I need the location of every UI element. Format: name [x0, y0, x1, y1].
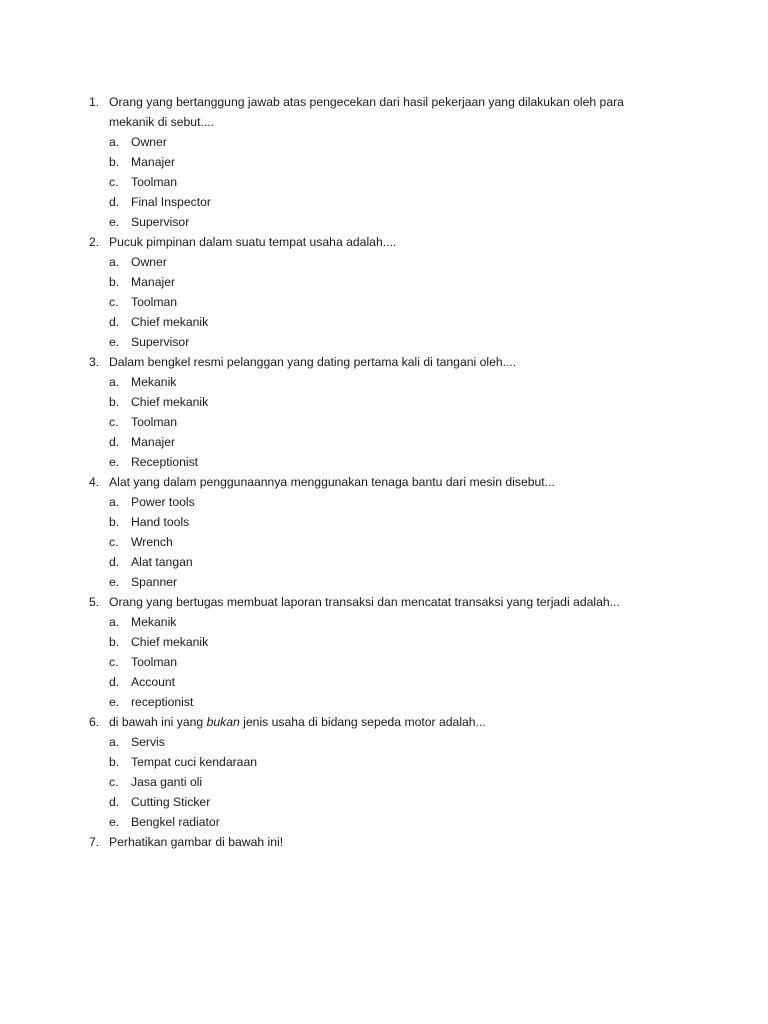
option-letter: c.	[109, 775, 119, 789]
option-text: Chief mekanik	[131, 635, 209, 649]
option-6b	[89, 752, 689, 772]
option-letter: c.	[109, 535, 119, 549]
option-letter: a.	[109, 135, 120, 149]
question-number: 3.	[89, 355, 100, 369]
option-letter: d.	[109, 555, 120, 569]
option-text: Manajer	[131, 275, 176, 289]
question-2	[89, 232, 689, 252]
question-number: 7.	[89, 835, 100, 849]
question-text-emphasis: bukan	[206, 715, 240, 729]
option-text: Supervisor	[131, 335, 190, 349]
question-text: Orang yang bertanggung jawab atas pengecekan dari hasil pekerjaan yang dilakukan oleh para	[109, 95, 624, 109]
option-2e	[89, 332, 689, 352]
question-text: Orang yang bertugas membuat laporan transaksi dan mencatat transaksi yang terjadi adalah...	[109, 595, 620, 609]
option-letter: e.	[109, 695, 120, 709]
question-text: Dalam bengkel resmi pelanggan yang dating pertama kali di tangani oleh....	[109, 355, 517, 369]
question-text: Perhatikan gambar di bawah ini!	[109, 835, 284, 849]
option-letter: a.	[109, 615, 120, 629]
option-text: Alat tangan	[131, 555, 193, 569]
option-letter: c.	[109, 415, 119, 429]
option-3b	[89, 392, 689, 412]
option-letter: b.	[109, 395, 120, 409]
question-3	[89, 352, 689, 372]
question-number: 1.	[89, 95, 100, 109]
option-text: Account	[131, 675, 176, 689]
option-text: Chief mekanik	[131, 395, 209, 409]
option-letter: e.	[109, 815, 120, 829]
option-3a	[89, 372, 689, 392]
option-text: Manajer	[131, 155, 176, 169]
question-text: Alat yang dalam penggunaannya menggunakan tenaga bantu dari mesin disebut...	[109, 475, 555, 489]
option-letter: a.	[109, 735, 120, 749]
option-1c	[89, 172, 689, 192]
option-2a	[89, 252, 689, 272]
option-letter: c.	[109, 655, 119, 669]
option-text: Power tools	[131, 495, 195, 509]
option-4a	[89, 492, 689, 512]
question-text-before: di bawah ini yang	[109, 715, 207, 729]
option-text: Spanner	[131, 575, 178, 589]
option-3e	[89, 452, 689, 472]
option-text: Supervisor	[131, 215, 190, 229]
option-text: Manajer	[131, 435, 176, 449]
option-letter: d.	[109, 195, 120, 209]
option-6a	[89, 732, 689, 752]
question-list	[89, 92, 689, 852]
question-4	[89, 472, 689, 492]
option-text: Cutting Sticker	[131, 795, 211, 809]
option-text: Final Inspector	[131, 195, 211, 209]
option-text: receptionist	[131, 695, 194, 709]
option-6d	[89, 792, 689, 812]
option-4c	[89, 532, 689, 552]
option-text: Receptionist	[131, 455, 199, 469]
option-text: Owner	[131, 255, 167, 269]
question-number: 5.	[89, 595, 100, 609]
option-text: Servis	[131, 735, 165, 749]
option-5d	[89, 672, 689, 692]
option-text: Wrench	[131, 535, 173, 549]
option-text: Bengkel radiator	[131, 815, 220, 829]
option-4b	[89, 512, 689, 532]
option-letter: d.	[109, 435, 120, 449]
option-2c	[89, 292, 689, 312]
option-letter: b.	[109, 155, 120, 169]
option-letter: a.	[109, 255, 120, 269]
option-text: Toolman	[131, 295, 178, 309]
option-text: Chief mekanik	[131, 315, 209, 329]
question-text	[109, 712, 486, 732]
option-text: Toolman	[131, 655, 178, 669]
option-text: Mekanik	[131, 375, 177, 389]
question-number: 4.	[89, 475, 100, 489]
option-text: Toolman	[131, 415, 178, 429]
option-text: Jasa ganti oli	[131, 775, 203, 789]
option-letter: d.	[109, 795, 120, 809]
question-1	[89, 92, 689, 112]
option-letter: d.	[109, 315, 120, 329]
option-text: Hand tools	[131, 515, 190, 529]
option-1e	[89, 212, 689, 232]
question-text: mekanik di sebut....	[109, 115, 214, 129]
option-4d	[89, 552, 689, 572]
option-1b	[89, 152, 689, 172]
option-letter: e.	[109, 575, 120, 589]
option-6c	[89, 772, 689, 792]
option-letter: e.	[109, 215, 120, 229]
option-text: Tempat cuci kendaraan	[131, 755, 258, 769]
option-letter: b.	[109, 635, 120, 649]
question-number: 2.	[89, 235, 100, 249]
option-letter: d.	[109, 675, 120, 689]
option-3c	[89, 412, 689, 432]
question-6	[89, 712, 689, 732]
option-3d	[89, 432, 689, 452]
question-1-continuation	[89, 112, 689, 132]
option-4e	[89, 572, 689, 592]
option-1d	[89, 192, 689, 212]
option-6e	[89, 812, 689, 832]
option-text: Toolman	[131, 175, 178, 189]
option-letter: a.	[109, 495, 120, 509]
option-text: Owner	[131, 135, 167, 149]
question-text: Pucuk pimpinan dalam suatu tempat usaha adalah....	[109, 235, 397, 249]
option-letter: b.	[109, 515, 120, 529]
option-letter: b.	[109, 755, 120, 769]
option-5c	[89, 652, 689, 672]
question-text-after: jenis usaha di bidang sepeda motor adalah...	[239, 715, 486, 729]
option-2b	[89, 272, 689, 292]
option-letter: c.	[109, 295, 119, 309]
option-1a	[89, 132, 689, 152]
question-7	[89, 832, 689, 852]
option-5e	[89, 692, 689, 712]
question-5	[89, 592, 689, 612]
option-letter: b.	[109, 275, 120, 289]
option-text: Mekanik	[131, 615, 177, 629]
option-5a	[89, 612, 689, 632]
question-number: 6.	[89, 715, 100, 729]
option-letter: a.	[109, 375, 120, 389]
option-letter: c.	[109, 175, 119, 189]
option-letter: e.	[109, 335, 120, 349]
option-letter: e.	[109, 455, 120, 469]
option-2d	[89, 312, 689, 332]
option-5b	[89, 632, 689, 652]
